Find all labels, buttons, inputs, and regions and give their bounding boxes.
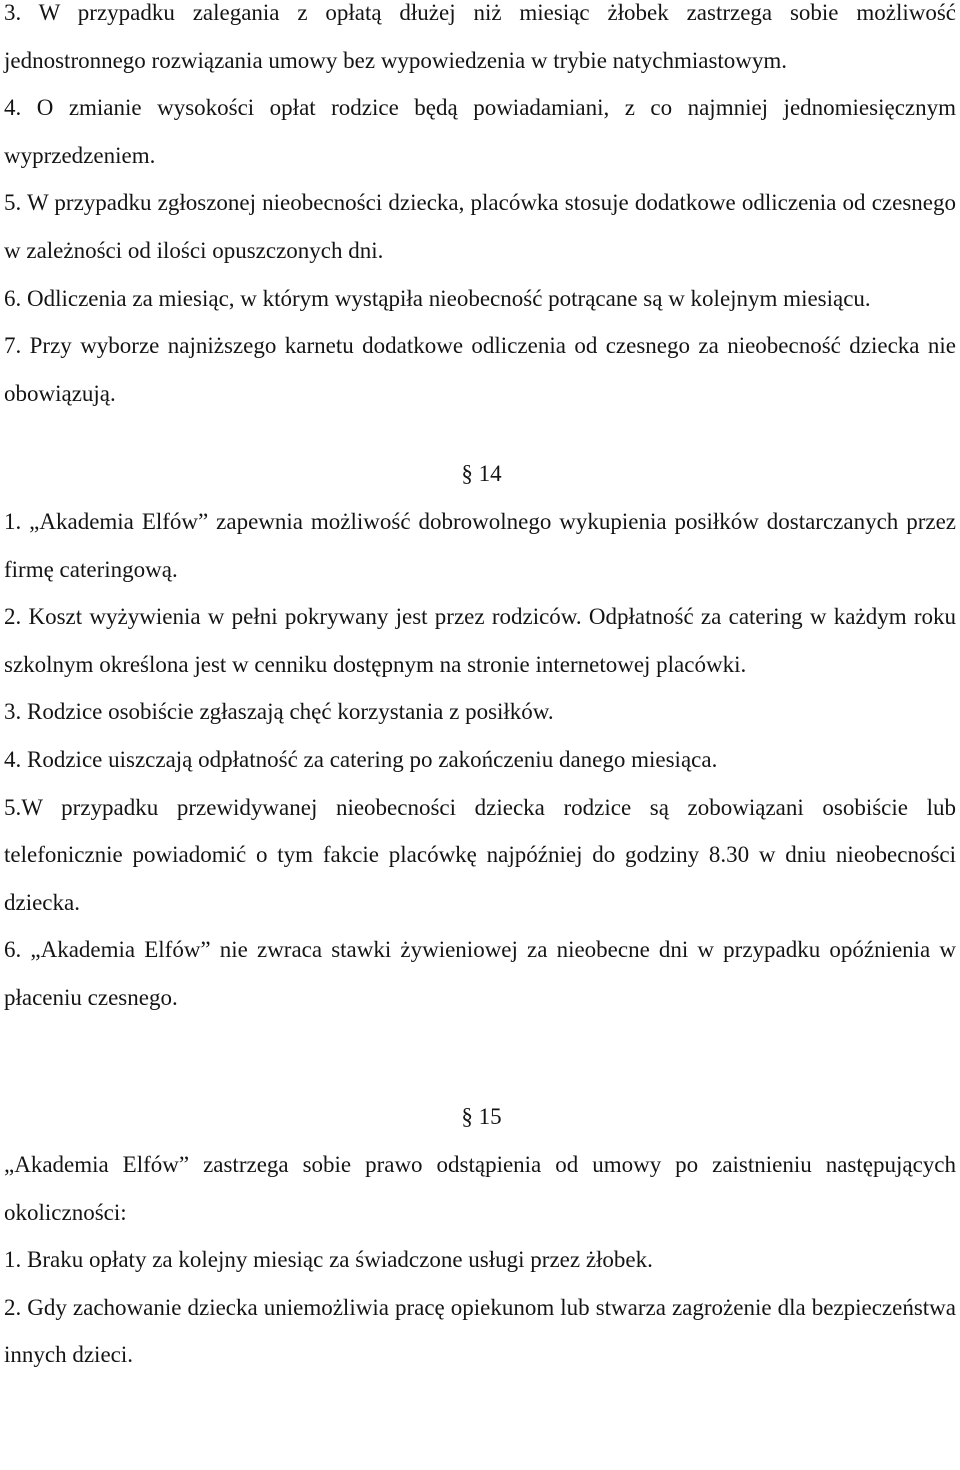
paragraph-6: 6. Odliczenia za miesiąc, w którym wystąpiła nieobecność potrącane są w kolejnym miesiącu. [4, 285, 871, 311]
s14-paragraph-6: 6. „Akademia Elfów” nie zwraca stawki żywieniowej za nieobecne dni w przypadku opóźnienia w płaceniu czesnego. [4, 937, 956, 1010]
s14-paragraph-5: 5.W przypadku przewidywanej nieobecności dziecka rodzice są zobowiązani osobiście lub telefonicznie powiadomić o tym fakcie placówkę najpóźniej do godziny 8.30 w dniu nieobecności dziecka. [4, 794, 956, 915]
section-number: 15 [478, 1104, 502, 1130]
s15-paragraph-1: 1. Braku opłaty za kolejny miesiąc za świadczone usługi przez żłobek. [4, 1247, 653, 1273]
spacer [4, 417, 956, 450]
section-symbol: § [461, 1104, 473, 1130]
s14-paragraph-4: 4. Rodzice uiszczają odpłatność za catering po zakończeniu danego miesiąca. [4, 746, 718, 772]
paragraph-3: 3. W przypadku zalegania z opłatą dłużej niż miesiąc żłobek zastrzega sobie możliwość jednostronnego rozwiązania umowy bez wypowiedzenia w trybie natychmiastowym. [4, 0, 956, 73]
section-heading-15 [4, 1093, 956, 1141]
s14-paragraph-2: 2. Koszt wyżywienia w pełni pokrywany jest przez rodziców. Odpłatność za catering w każdym roku szkolnym określona jest w cenniku dostępnym na stronie internetowej placówki. [4, 604, 956, 677]
section-number: 14 [478, 461, 502, 487]
spacer [4, 1021, 956, 1093]
s15-intro: „Akademia Elfów” zastrzega sobie prawo odstąpienia od umowy po zaistnieniu następujących okoliczności: [4, 1152, 956, 1225]
s15-paragraph-2: 2. Gdy zachowanie dziecka uniemożliwia pracę opiekunom lub stwarza zagrożenie dla bezpieczeństwa innych dzieci. [4, 1294, 956, 1368]
section-symbol: § [461, 461, 473, 487]
s14-paragraph-1: 1. „Akademia Elfów” zapewnia możliwość dobrowolnego wykupienia posiłków dostarczanych przez firmę cateringową. [4, 508, 956, 582]
paragraph-7: 7. Przy wyborze najniższego karnetu dodatkowe odliczenia od czesnego za nieobecność dziecka nie obowiązują. [4, 333, 956, 406]
paragraph-5: 5. W przypadku zgłoszonej nieobecności dziecka, placówka stosuje dodatkowe odliczenia od czesnego w zależności od ilości opuszczonych dni. [4, 190, 956, 263]
section-heading-14 [4, 450, 956, 498]
s14-paragraph-3: 3. Rodzice osobiście zgłaszają chęć korzystania z posiłków. [4, 699, 554, 725]
paragraph-4: 4. O zmianie wysokości opłat rodzice będą powiadamiani, z co najmniej jednomiesięcznym wyprzedzeniem. [4, 95, 956, 168]
